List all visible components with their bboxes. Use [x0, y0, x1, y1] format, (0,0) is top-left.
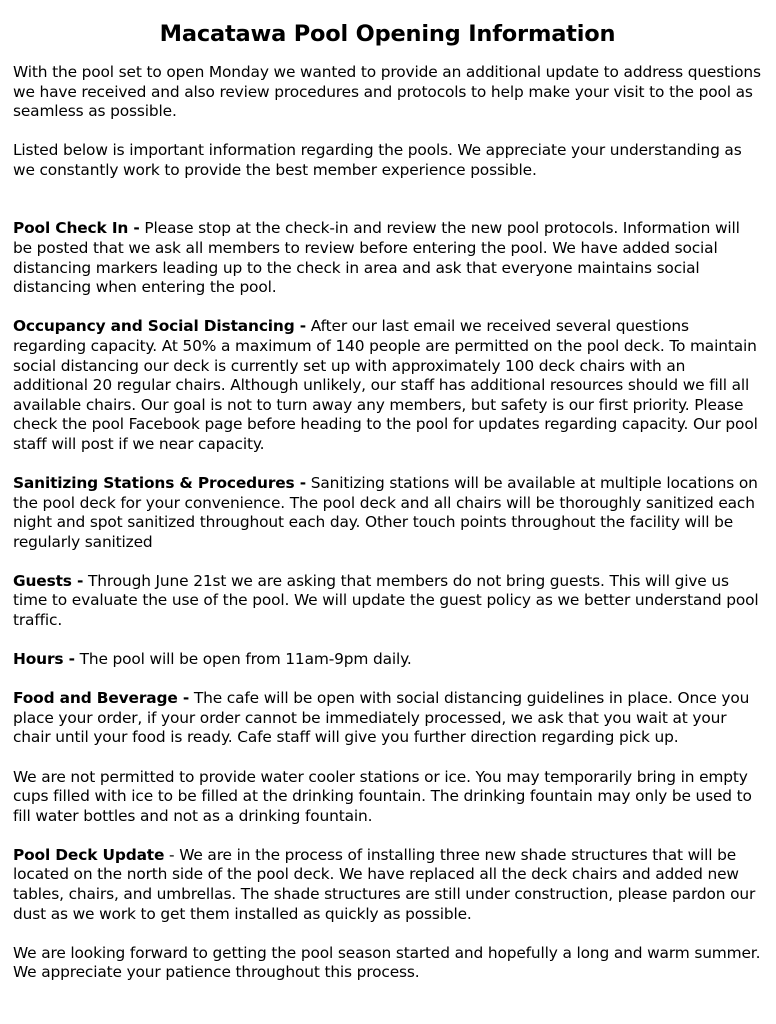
section-heading: Pool Check In - — [13, 219, 140, 238]
section-guests — [13, 572, 762, 631]
water-note-paragraph: We are not permitted to provide water cooler stations or ice. You may temporarily bring in empty cups filled with ice to be filled at the drinking fountain. The drinking fountain may only be used to fill water bottles and not as a drinking fountain. — [13, 767, 752, 825]
section-heading: Food and Beverage - — [13, 689, 190, 708]
section-text: After our last email we received several questions regarding capacity. At 50% a maximum of 140 people are permitted on the pool deck. To maintain social distancing our deck is currently set up with approximately 100 deck chairs with an additional 20 regular chairs. Although unlikely, our staff has additional resources should we fill all available chairs. Our goal is not to turn away any members, but safety is our first priority. Please check the pool Facebook page before heading to the pool for updates regarding capacity. Our pool staff will post if we near capacity. — [13, 317, 758, 453]
section-heading: Pool Deck Update — [13, 845, 165, 864]
section-pool-check-in — [13, 219, 762, 297]
section-food-beverage — [13, 689, 762, 748]
section-occupancy — [13, 317, 762, 454]
section-hours — [13, 650, 762, 670]
section-text: Please stop at the check-in and review the new pool protocols. Information will be posted that we ask all members to review before entering the pool. We have added social distancing markers leading up to the check in area and ask that everyone maintains social distancing when entering the pool. — [13, 219, 740, 297]
closing-paragraph: We are looking forward to getting the pool season started and hopefully a long and warm summer. We appreciate your patience throughout this process. — [13, 943, 761, 982]
section-pool-deck-update — [13, 846, 762, 924]
section-heading: Sanitizing Stations & Procedures - — [13, 474, 307, 492]
intro-paragraph: With the pool set to open Monday we wanted to provide an additional update to address questions we have received and also review procedures and protocols to help make your visit to the pool as seamless as possible. — [13, 63, 761, 121]
section-heading: Guests - — [13, 571, 84, 590]
section-text: The pool will be open from 11am-9pm daily. — [74, 650, 412, 669]
section-heading: Occupancy and Social Distancing - — [13, 317, 307, 336]
intro-paragraph: Listed below is important information regarding the pools. We appreciate your understanding as we constantly work to provide the best member experience possible. — [13, 141, 742, 179]
page-title: Macatawa Pool Opening Information — [159, 21, 616, 47]
section-text: Through June 21st we are asking that members do not bring guests. This will give us time to evaluate the use of the pool. We will update the guest policy as we better understand pool traffic. — [13, 571, 759, 630]
section-heading: Hours - — [13, 650, 75, 669]
section-text: The cafe will be open with social distancing guidelines in place. Once you place your order, if your order cannot be immediately processed, we ask that you wait at your chair until your food is ready. Cafe staff will give you further direction regarding pick up. — [13, 689, 750, 747]
section-text: - We are in the process of installing three new shade structures that will be located on the north side of the pool deck. We have replaced all the deck chairs and added new tables, chairs, and umbrellas. The shade structures are still under construction, please pardon our dust as we work to get them installed as quickly as possible. — [13, 845, 756, 923]
section-sanitizing — [13, 474, 762, 552]
section-text: Sanitizing stations will be available at multiple locations on the pool deck for your convenience. The pool deck and all chairs will be thoroughly sanitized each night and spot sanitized throughout each day. Other touch points throughout the facility will be regularly sanitized — [13, 474, 758, 551]
